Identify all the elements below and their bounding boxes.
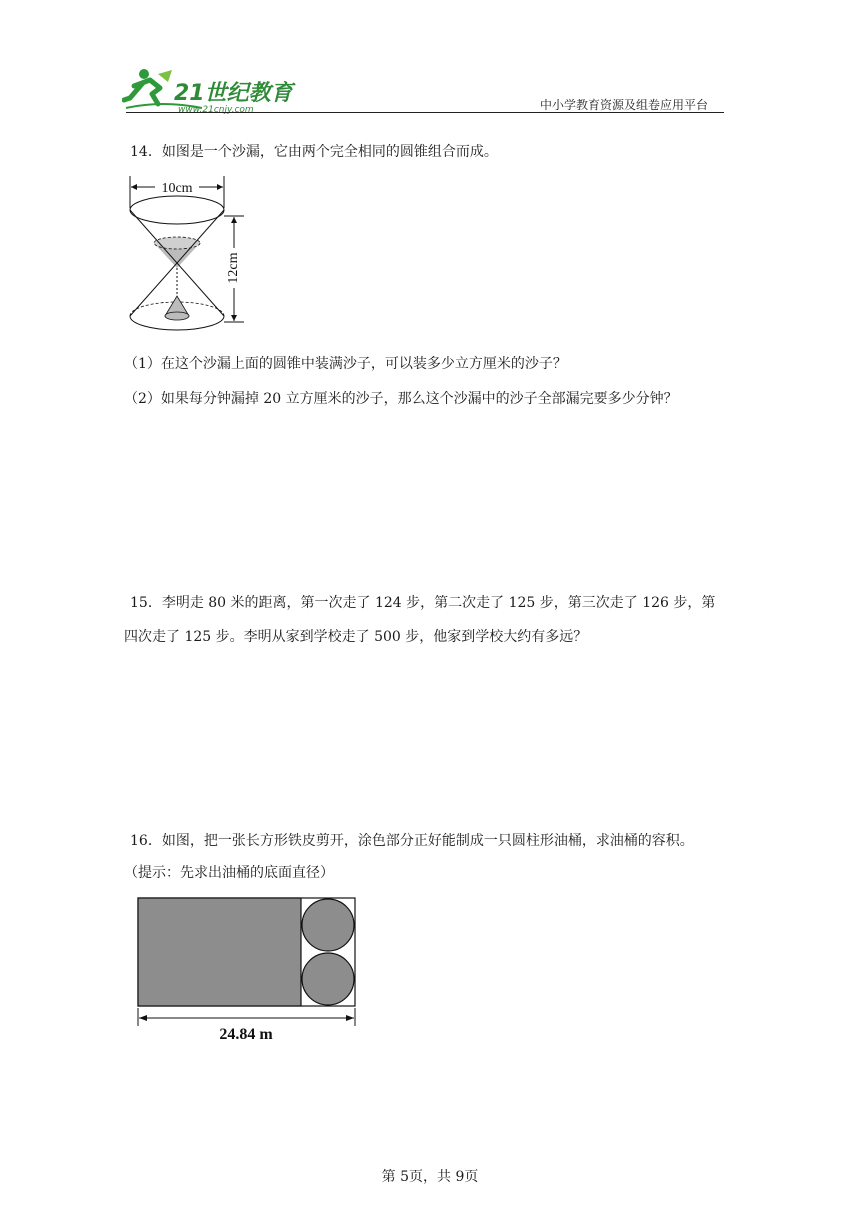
q15-line2: 四次走了 125 步。李明从家到学校走了 500 步，他家到学校大约有多远？: [124, 629, 588, 645]
logo-brand-text: 21世纪教育: [174, 81, 293, 106]
q14-top-dimension-label: 10cm: [161, 181, 193, 196]
q16-sheet-figure: [132, 894, 362, 1048]
q14-part1: （1）在这个沙漏上面的圆锥中装满沙子，可以装多少立方厘米的沙子？: [124, 356, 567, 372]
q14-stem: 14．如图是一个沙漏，它由两个完全相同的圆锥组合而成。: [130, 144, 498, 160]
q14-hourglass-figure: [124, 172, 254, 336]
q14-side-dimension-label: 12cm: [226, 252, 242, 284]
header-divider: [126, 112, 724, 113]
q14-part2: （2）如果每分钟漏掉 20 立方厘米的沙子，那么这个沙漏中的沙子全部漏完要多少分钟？: [124, 391, 678, 407]
q16-width-label: 24.84 m: [219, 1026, 273, 1043]
logo-url-text: www.21cnjy.com: [178, 105, 254, 114]
page-number: 第 5页，共 9页: [381, 1169, 479, 1185]
header-platform-text: 中小学教育资源及组卷应用平台: [540, 98, 709, 112]
q16-line2: （提示：先求出油桶的底面直径）: [124, 865, 334, 881]
site-logo: [122, 64, 302, 118]
q16-line1: 16．如图，把一张长方形铁皮剪开，涂色部分正好能制成一只圆柱形油桶，求油桶的容积。: [130, 833, 694, 849]
q15-line1: 15．李明走 80 米的距离，第一次走了 124 步，第二次走了 125 步，第三次走了 126 步，第: [130, 595, 716, 611]
